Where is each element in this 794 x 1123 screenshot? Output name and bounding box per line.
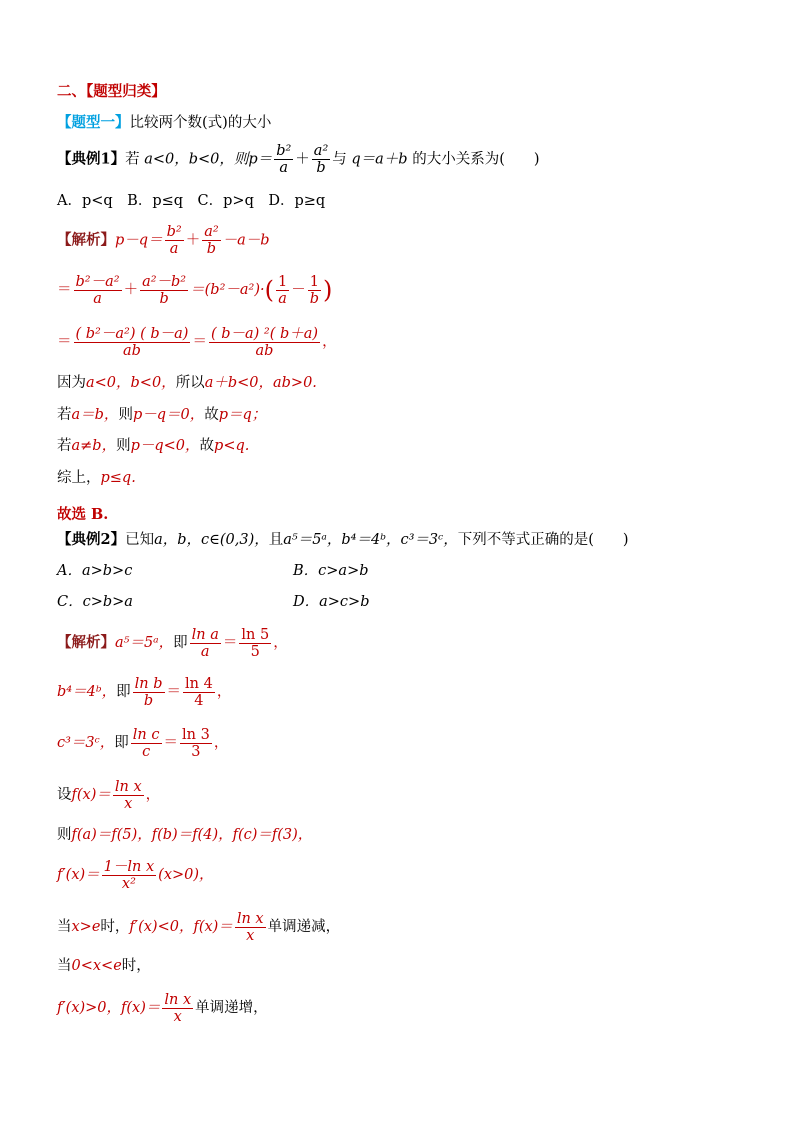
fraction: $\frac{\text{ln a}}{a}$ <box>191 626 219 660</box>
fraction: $\frac{\text{( b－a) ²( b＋a)}}{ab}$ <box>210 325 319 359</box>
solution2-line8: 当0<x<e时， <box>57 958 151 974</box>
solution2-line3: c³＝3ᶜ，即 $\frac{\text{ln c}}{c}$ ＝ $\frac{\ln 3}{3}$ ， <box>57 726 229 760</box>
example1-options: A．p<q B．p≤q C．p>q D．p≥q <box>57 193 326 209</box>
example2-label: 【典例2】 <box>57 531 126 548</box>
fraction: $\frac{1}{b}$ <box>309 273 320 307</box>
example2-option-b: B．c>a>b <box>293 563 369 579</box>
solution1-line1: 【解析】p－q＝ $\frac{\text{b²}}{a}$ ＋ $\frac{\text{a²}}{b}$ －a－b <box>57 224 270 257</box>
fraction: $\frac{\text{ln c}}{c}$ <box>132 726 160 760</box>
example1-stem: 【典例1】若 a<0，b<0，则p＝ $\frac{\text{b²}}{a}$ ＋ $\frac{\text{a²}}{b}$ 与 q＝a＋b 的大小关系为( ) <box>57 143 540 176</box>
example2-stem: 【典例2】已知a，b，c∈(0,3)，且a⁵＝5ᵃ，b⁴＝4ᵇ，c³＝3ᶜ，下列不等式正确的是( ) <box>57 531 629 548</box>
fraction: $\frac{\text{( b²－a²) ( b－a)}}{ab}$ <box>75 325 189 359</box>
solution2-line5: 则f(a)＝f(5)，f(b)＝f(4)，f(c)＝f(3)， <box>57 827 313 843</box>
type1-label: 【题型一】 <box>57 114 130 131</box>
solution1-line6: 若a≠b，则p－q<0，故p<q. <box>57 438 250 454</box>
fraction: $\frac{1}{a}$ <box>277 273 288 307</box>
solution1-line7: 综上，p≤q. <box>57 470 136 486</box>
solution2-line6: f′(x)＝ $\frac{\text{1－ln x}}{\text{x²}}$ (x>0)， <box>57 858 214 892</box>
fraction: $\frac{\text{b²－a²}}{a}$ <box>75 273 120 307</box>
fraction: $\frac{\text{ln x}}{x}$ <box>114 778 142 812</box>
fraction: $\frac{\ln 3}{3}$ <box>182 726 210 760</box>
solution1-line3: ＝ $\frac{\text{( b²－a²) ( b－a)}}{ab}$ ＝ $\frac{\text{( b－a) ²( b＋a)}}{ab}$ ， <box>57 325 337 359</box>
fraction: $\frac{\ln 5}{5}$ <box>241 626 270 660</box>
solution2-line4: 设f(x)＝ $\frac{\text{ln x}}{x}$ ， <box>57 778 161 812</box>
fraction: $\frac{\text{a²－b²}}{b}$ <box>142 273 187 307</box>
fraction: $\frac{\text{b²}}{a}$ <box>276 143 292 176</box>
section-title: 二、【题型归类】 <box>57 83 166 100</box>
fraction: $\frac{\text{ln x}}{x}$ <box>236 910 264 944</box>
solution2-label: 【解析】 <box>57 634 115 651</box>
solution2-line2: b⁴＝4ᵇ，即 $\frac{\text{ln b}}{b}$ ＝ $\frac{\ln 4}{4}$ ， <box>57 675 232 709</box>
solution1-line2: ＝ $\frac{\text{b²－a²}}{a}$ ＋ $\frac{\text{a²－b²}}{b}$ ＝(b²－a²)·( $\frac{1}{a}$ － $\frac{1}{b}$ ) <box>57 273 333 307</box>
solution1-line4: 因为a<0，b<0，所以a＋b<0，ab>0. <box>57 375 317 391</box>
fraction: $\frac{\text{b²}}{a}$ <box>166 224 182 257</box>
fraction: $\frac{\text{a²}}{b}$ <box>204 224 219 257</box>
solution2-line9: f′(x)>0，f(x)＝ $\frac{\text{ln x}}{x}$ 单调递增， <box>57 991 268 1025</box>
example1-label: 【典例1】 <box>57 150 126 168</box>
type1-title: 比较两个数(式)的大小 <box>129 115 272 131</box>
solution1-label: 【解析】 <box>57 231 115 249</box>
fraction: $\frac{\text{ln x}}{x}$ <box>164 991 192 1025</box>
example2-option-d: D．a>c>b <box>293 594 370 610</box>
solution1-answer: 故选 B. <box>57 506 109 523</box>
solution2-line1: 【解析】a⁵＝5ᵃ，即 $\frac{\text{ln a}}{a}$ ＝ $\frac{\ln 5}{5}$ ， <box>57 626 288 660</box>
fraction: $\frac{\text{a²}}{b}$ <box>313 143 329 176</box>
example2-option-a: A．a>b>c <box>57 563 133 579</box>
example2-option-c: C．c>b>a <box>57 594 133 610</box>
fraction: $\frac{\ln 4}{4}$ <box>185 675 213 709</box>
type1-heading <box>57 113 271 133</box>
fraction: $\frac{\text{1－ln x}}{\text{x²}}$ <box>103 858 155 892</box>
solution1-line5: 若a＝b，则p－q＝0，故p＝q； <box>57 407 267 423</box>
fraction: $\frac{\text{ln b}}{b}$ <box>134 675 163 709</box>
solution2-line7: 当x>e时，f′(x)<0，f(x)＝ $\frac{\text{ln x}}{x}$ 单调递减， <box>57 910 341 944</box>
